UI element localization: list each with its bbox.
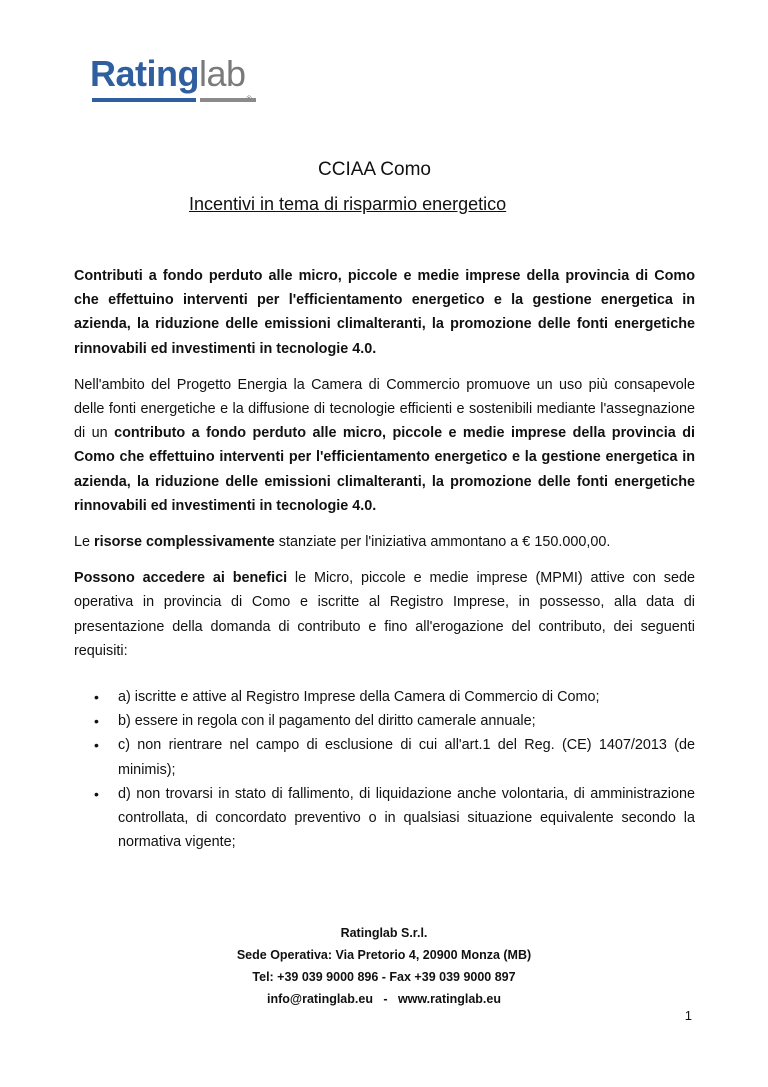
intro-paragraph [74, 264, 695, 361]
bullet-icon: • [94, 785, 99, 802]
footer-phone: Tel: +39 039 9000 896 - Fax +39 039 9000 897 [252, 970, 516, 984]
requirement-item [94, 709, 695, 733]
eligibility-paragraph [74, 566, 695, 663]
bullet-icon: • [94, 713, 99, 730]
requirement-text: b) essere in regola con il pagamento del diritto camerale annuale; [118, 713, 536, 730]
footer-company: Ratinglab S.r.l. [340, 926, 428, 940]
bullet-icon: • [94, 737, 99, 754]
requirement-text: a) iscritte e attive al Registro Imprese della Camera di Commercio di Como; [118, 689, 600, 706]
logo-underline-gray [200, 98, 256, 102]
requirements-list [74, 685, 695, 854]
project-paragraph-bold: contributo a fondo perduto alle micro, piccole e medie imprese della provincia di Como che effettuino interventi per l'efficientamento energetico e la gestione energetica in azienda, la riduzione delle emissioni climalteranti, la promozione delle fonti energetiche rinnovabili ed investimenti in tecnologie 4.0. [74, 425, 695, 514]
project-paragraph-lead: Nell'ambito del Progetto Energia la Camera di Commercio promuove un uso più consapevole delle fonti energetiche e la diffusione di tecnologie efficienti e sostenibili mediante l'assegnazione di un [74, 376, 695, 442]
eligibility-bold: Possono accedere ai benefici [74, 570, 288, 587]
page-footer [0, 922, 768, 1010]
resources-paragraph [74, 530, 695, 554]
document-title: CCIAA Como [318, 159, 431, 180]
requirement-item [94, 685, 695, 709]
page-number: 1 [684, 1008, 692, 1023]
eligibility-tail: le Micro, piccole e medie imprese (MPMI) attive con sede operativa in provincia di Como e iscritte al Registro Imprese, in possesso, alla data di presentazione della domanda di contributo e fino all'erogazione del contributo, dei seguenti requisiti: [74, 570, 695, 659]
intro-text: Contributi a fondo perduto alle micro, piccole e medie imprese della provincia di Como che effettuino interventi per l'efficientamento energetico e la gestione energetica in azienda, la riduzione delle emissioni climalteranti, la promozione delle fonti energetiche rinnovabili ed investimenti in tecnologie 4.0. [74, 268, 695, 357]
resources-bold: risorse complessivamente [94, 534, 275, 551]
requirement-text: c) non rientrare nel campo di esclusione di cui all'art.1 del Reg. (CE) 1407/2013 (de minimis); [118, 737, 695, 778]
logo-part-lab: lab [199, 53, 246, 94]
bullet-icon: • [94, 689, 99, 706]
footer-contacts[interactable]: info@ratinglab.eu - www.ratinglab.eu [267, 992, 501, 1006]
logo-part-rating: Rating [90, 53, 199, 94]
footer-address: Sede Operativa: Via Pretorio 4, 20900 Monza (MB) [236, 948, 532, 962]
requirement-text: d) non trovarsi in stato di fallimento, di liquidazione anche volontaria, di amministrazione controllata, di concordato preventivo o in qualsiasi situazione equivalente secondo la normativa vigente; [118, 785, 695, 851]
document-subtitle: Incentivi in tema di risparmio energetico [189, 194, 507, 214]
logo-underline-blue [92, 98, 196, 102]
requirement-item [94, 733, 695, 781]
ratinglab-logo [90, 52, 260, 108]
logo-wordmark [90, 52, 250, 96]
requirement-item [94, 782, 695, 855]
resources-lead: Le [74, 534, 95, 551]
resources-tail: stanziate per l'iniziativa ammontano a € 150.000,00. [274, 534, 611, 551]
project-paragraph [74, 373, 695, 518]
document-body [74, 264, 695, 854]
